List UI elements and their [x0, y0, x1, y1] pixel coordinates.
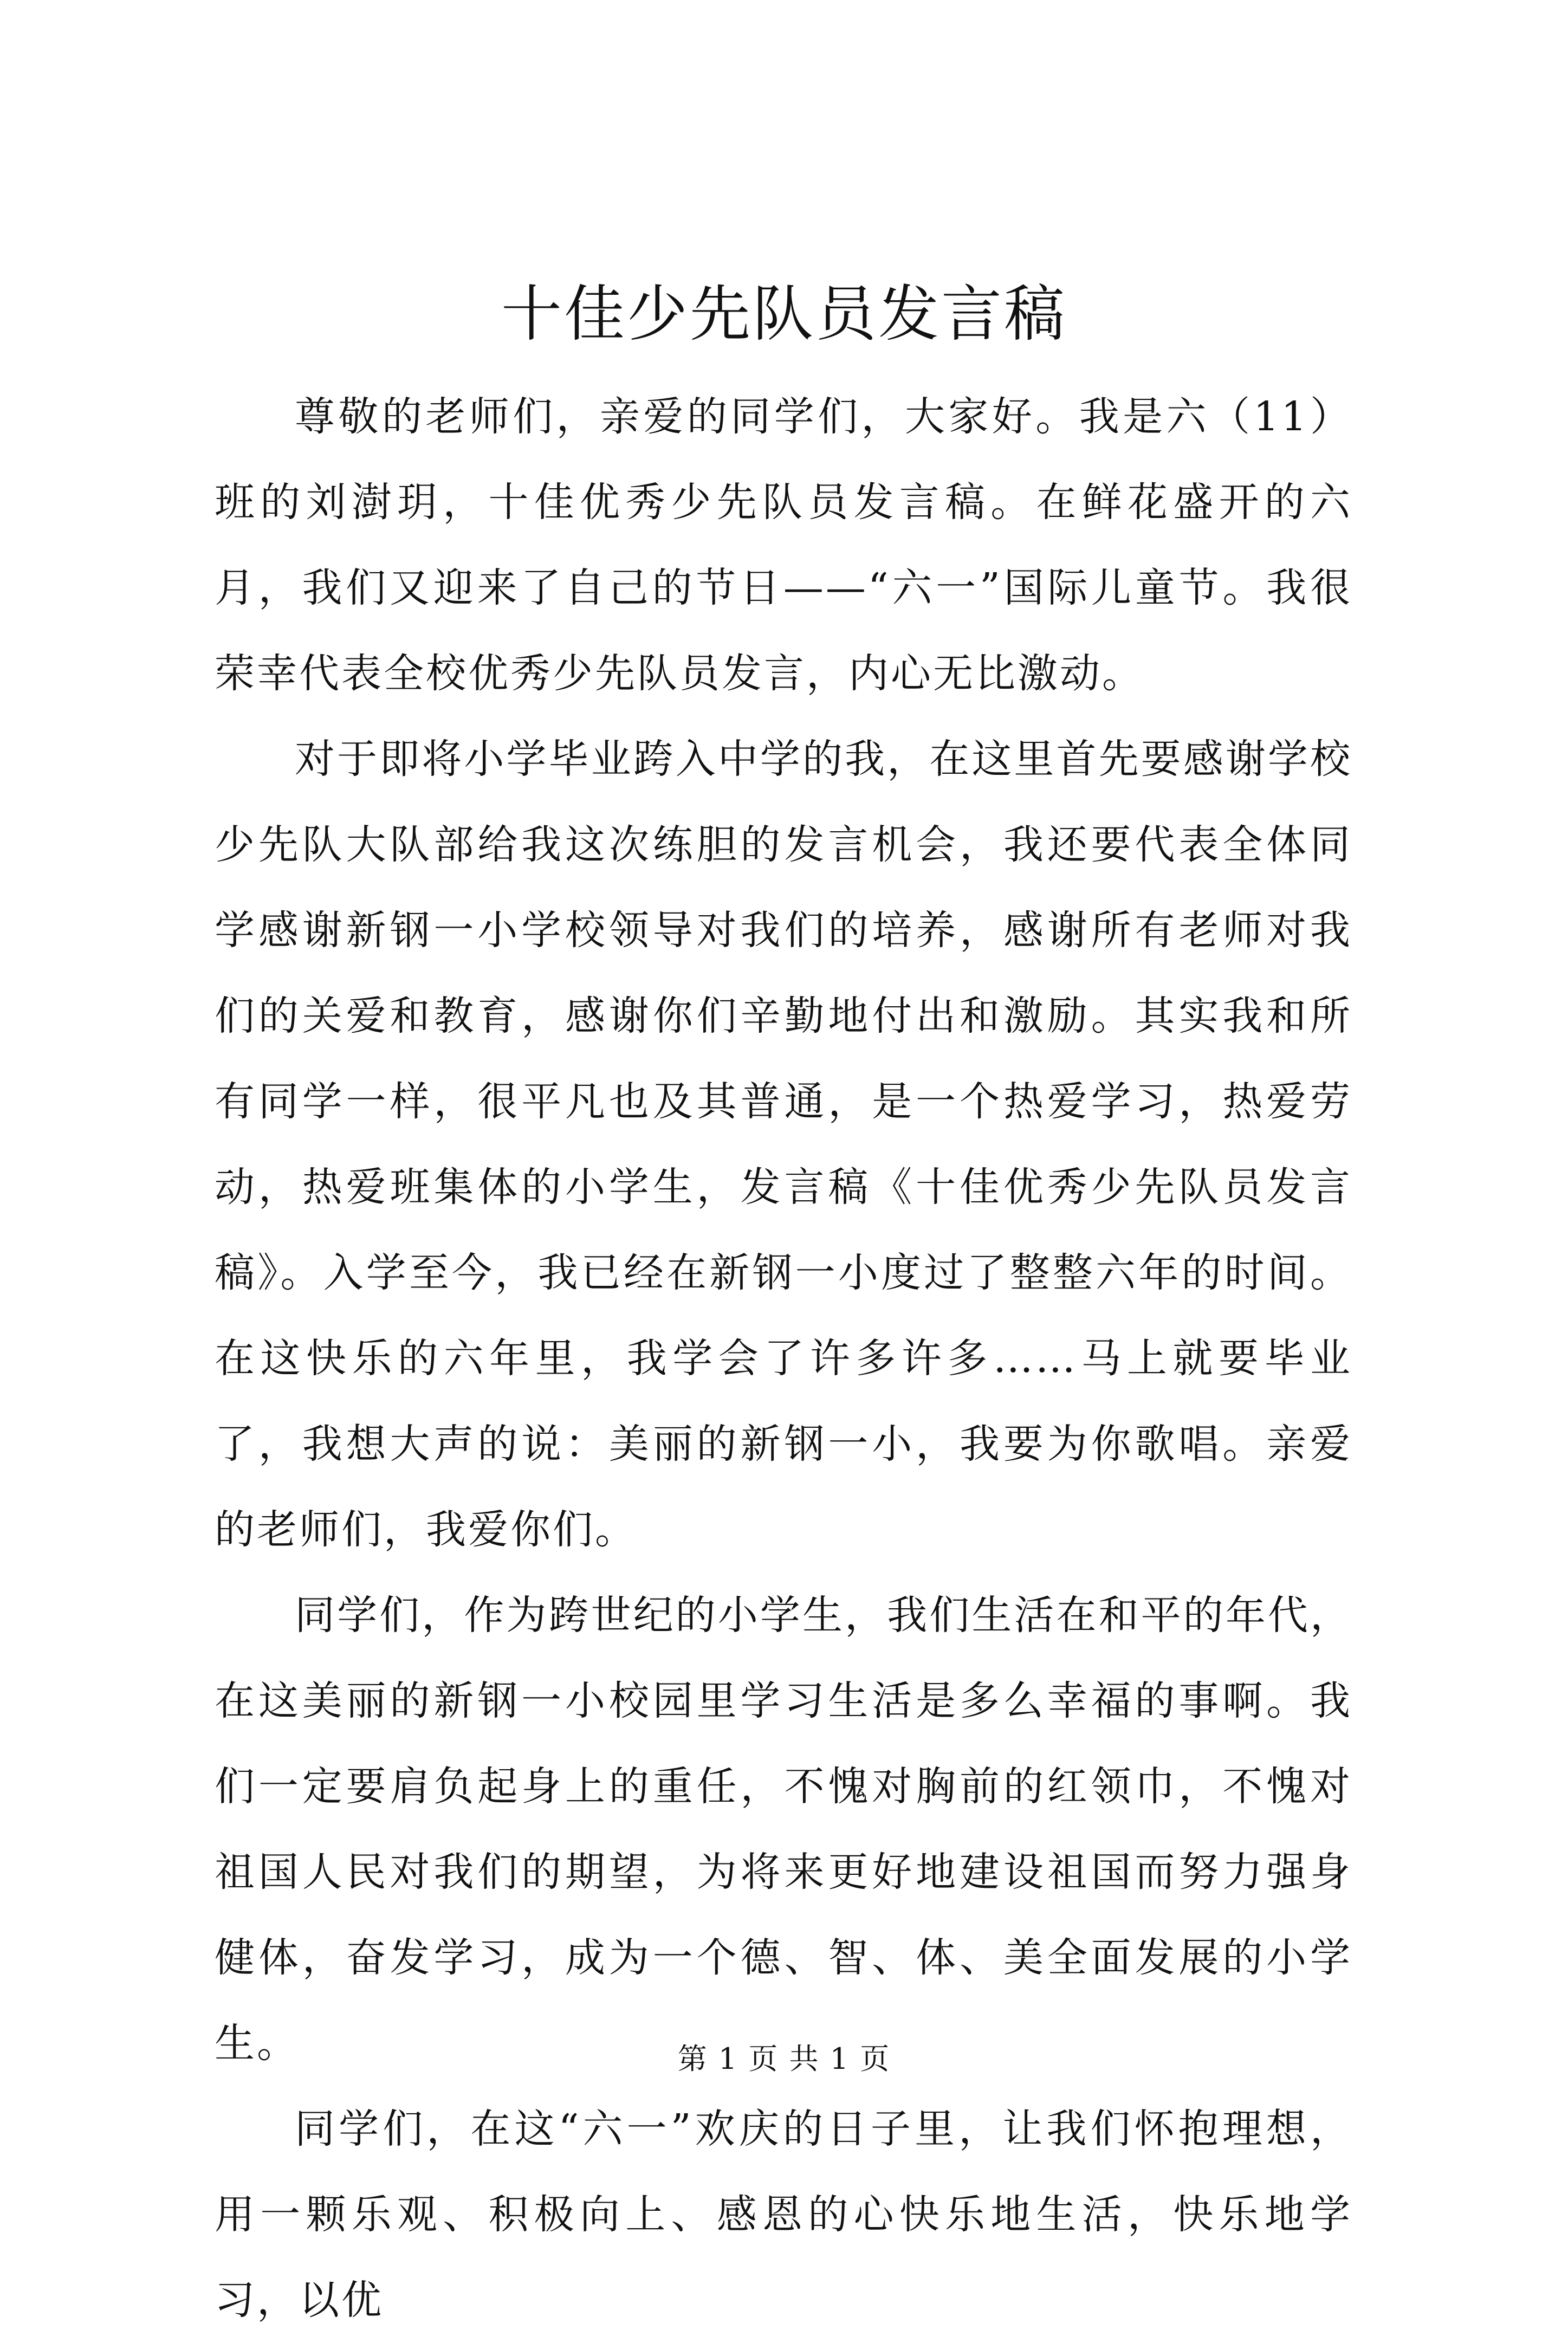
- document-title: 十佳少先队员发言稿: [501, 279, 1067, 349]
- paragraph-1: 尊敬的老师们，亲爱的同学们，大家好。我是六（11）班的刘澍玥，十佳优秀少先队员发言稿。在鲜花盛开的六月，我们又迎来了自己的节日——“六一”国际儿童节。我很荣幸代表全校优秀少先队员发言，内心无比激动。: [215, 393, 1352, 697]
- paragraph-4: 同学们，在这“六一”欢庆的日子里，让我们怀抱理想，用一颗乐观、积极向上、感恩的心快乐地生活，快乐地学习，以优: [215, 2106, 1352, 2323]
- paragraph-3: 同学们，作为跨世纪的小学生，我们生活在和平的年代，在这美丽的新钢一小校园里学习生活是多么幸福的事啊。我们一定要肩负起身上的重任，不愧对胸前的红领巾，不愧对祖国人民对我们的期望，为将来更好地建设祖国而努力强身健体，奋发学习，成为一个德、智、体、美全面发展的小学生。: [215, 1592, 1352, 2067]
- paragraph-2: 对于即将小学毕业跨入中学的我，在这里首先要感谢学校少先队大队部给我这次练胆的发言机会，我还要代表全体同学感谢新钢一小学校领导对我们的培养，感谢所有老师对我们的关爱和教育，感谢你们辛勤地付出和激励。其实我和所有同学一样，很平凡也及其普通，是一个热爱学习，热爱劳动，热爱班集体的小学生，发言稿《十佳优秀少先队员发言稿》。入学至今，我已经在新钢一小度过了整整六年的时间。在这快乐的六年里，我学会了许多许多……马上就要毕业了，我想大声的说：美丽的新钢一小，我要为你歌唱。亲爱的老师们，我爱你们。: [215, 736, 1352, 1553]
- page-footer: 第 1 页 共 1 页: [677, 2042, 891, 2076]
